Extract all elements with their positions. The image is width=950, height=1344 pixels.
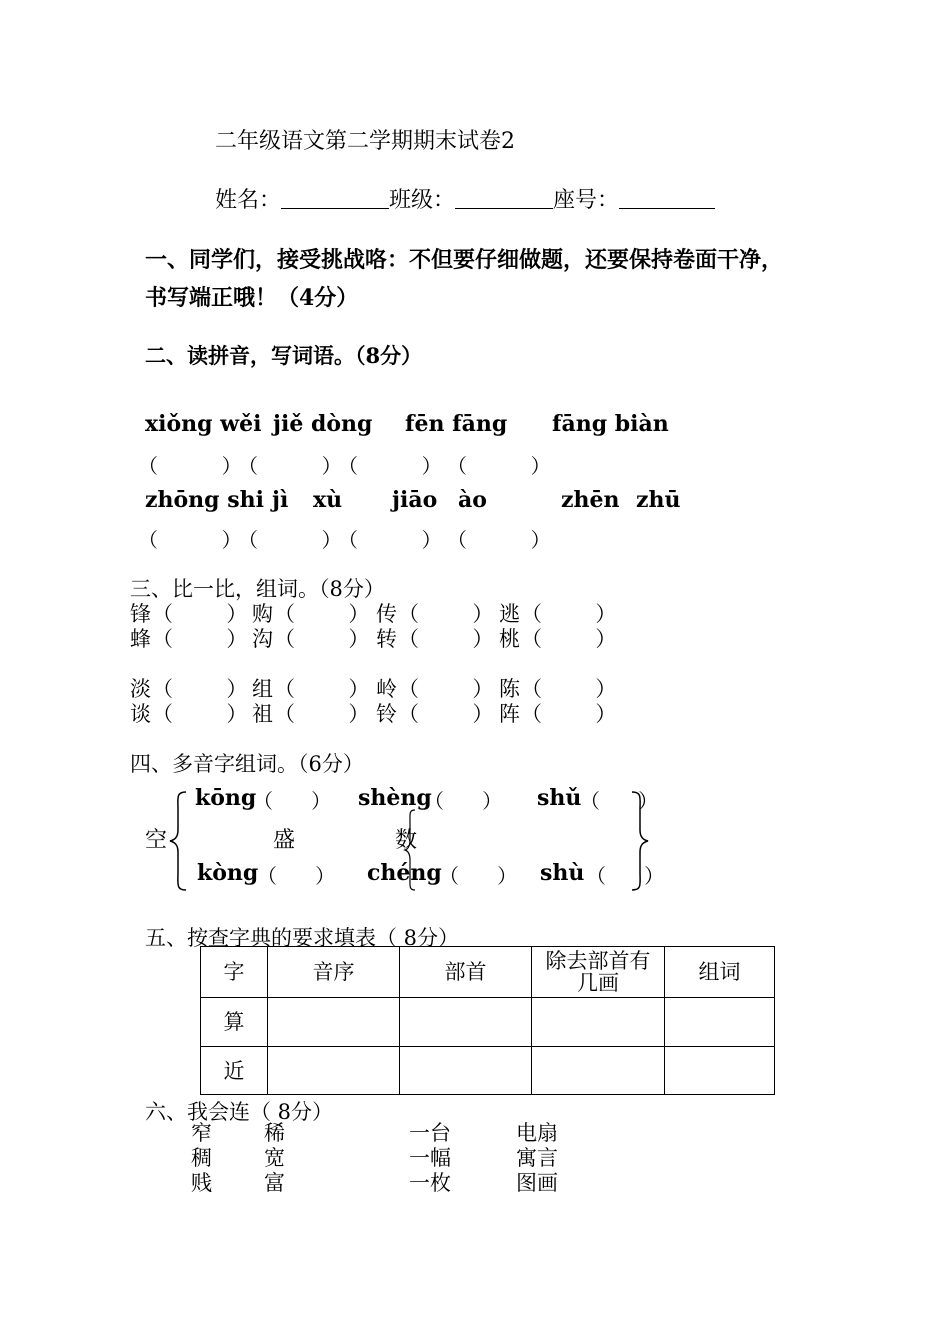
answer-paren[interactable]: （ ） <box>253 789 332 813</box>
pinyin-word: fāng biàn <box>552 411 669 437</box>
header-radical: 部首 <box>400 947 532 998</box>
polyphone-char: 盛 <box>273 828 296 853</box>
answer-paren[interactable]: （ ） <box>274 702 370 726</box>
match-column-4 <box>516 1121 558 1196</box>
match-item[interactable]: 一枚 <box>409 1171 451 1195</box>
compare-char: 蜂 <box>130 627 151 651</box>
table-cell[interactable] <box>400 1047 532 1095</box>
answer-paren[interactable]: （ ） <box>152 702 248 726</box>
section4-heading: 四、多音字组词。（6分） <box>130 752 364 776</box>
seat-label: 座号： <box>553 188 620 213</box>
table-cell[interactable] <box>532 1047 665 1095</box>
compare-char: 转 <box>376 627 397 651</box>
match-column-1 <box>191 1121 212 1196</box>
compare-char: 陈 <box>499 677 520 701</box>
page-title: 二年级语文第二学期期末试卷2 <box>215 129 515 154</box>
name-blank[interactable] <box>281 188 389 209</box>
match-item[interactable]: 贱 <box>191 1171 212 1195</box>
compare-char: 阵 <box>499 702 520 726</box>
pinyin-word: ào <box>458 487 487 513</box>
row-char: 近 <box>201 1047 268 1095</box>
match-item[interactable]: 宽 <box>264 1146 285 1170</box>
section6-heading: 六、我会连（ 8分） <box>145 1100 334 1124</box>
header-strokes-line1: 除去部首有 <box>545 949 651 973</box>
table-cell[interactable] <box>665 1047 775 1095</box>
answer-paren[interactable]: （ ） <box>274 602 370 626</box>
pinyin-reading: kōng <box>195 785 257 811</box>
header-strokes <box>532 947 665 998</box>
answer-paren[interactable]: （ ） <box>439 864 518 888</box>
answer-paren[interactable]: （ ） <box>521 702 617 726</box>
left-brace <box>168 790 190 892</box>
answer-paren[interactable]: （ ） <box>424 789 503 813</box>
compare-char: 组 <box>252 677 273 701</box>
compare-char: 淡 <box>130 677 151 701</box>
answer-paren[interactable]: （ ） <box>152 627 248 651</box>
class-blank[interactable] <box>455 188 553 209</box>
pinyin-word: jiě dòng <box>273 411 373 437</box>
table-row <box>201 1047 775 1095</box>
table-cell[interactable] <box>532 998 665 1047</box>
pinyin-reading: chéng <box>367 860 442 886</box>
pinyin-word: xù <box>313 487 343 513</box>
match-column-2 <box>264 1121 285 1196</box>
header-phonetic-order: 音序 <box>268 947 400 998</box>
pinyin-reading: kòng <box>197 860 259 886</box>
answer-paren[interactable]: （ ） <box>238 454 342 478</box>
answer-paren[interactable]: （ ） <box>138 454 242 478</box>
answer-paren[interactable]: （ ） <box>274 677 370 701</box>
header-char: 字 <box>201 947 268 998</box>
compare-char: 桃 <box>499 627 520 651</box>
answer-paren[interactable]: （ ） <box>138 528 242 552</box>
table-cell[interactable] <box>665 998 775 1047</box>
answer-paren[interactable]: （ ） <box>586 864 665 888</box>
answer-paren[interactable]: （ ） <box>398 627 494 651</box>
match-item[interactable]: 稀 <box>264 1121 285 1145</box>
student-info-line <box>215 183 715 214</box>
pinyin-word: zhōng shi <box>145 487 264 513</box>
answer-paren[interactable]: （ ） <box>274 627 370 651</box>
section5-heading: 五、按查字典的要求填表（ 8分） <box>145 926 460 950</box>
match-item[interactable]: 稠 <box>191 1146 212 1170</box>
row-char: 算 <box>201 998 268 1047</box>
compare-char: 逃 <box>499 602 520 626</box>
polyphone-char: 空 <box>145 828 168 853</box>
answer-paren[interactable]: （ ） <box>398 702 494 726</box>
answer-paren[interactable]: （ ） <box>338 528 442 552</box>
compare-char: 沟 <box>252 627 273 651</box>
answer-paren[interactable]: （ ） <box>521 602 617 626</box>
match-item[interactable]: 电扇 <box>516 1121 558 1145</box>
pinyin-word: xiǒng wěi <box>145 411 262 437</box>
compare-char: 祖 <box>252 702 273 726</box>
pinyin-word: jì <box>272 487 289 513</box>
answer-paren[interactable]: （ ） <box>398 602 494 626</box>
answer-paren[interactable]: （ ） <box>521 677 617 701</box>
answer-paren[interactable]: （ ） <box>152 677 248 701</box>
pinyin-reading: shèng <box>358 785 432 811</box>
answer-paren[interactable]: （ ） <box>398 677 494 701</box>
header-word: 组词 <box>665 947 775 998</box>
class-label: 班级： <box>389 188 456 213</box>
compare-char: 岭 <box>376 677 397 701</box>
answer-paren[interactable]: （ ） <box>521 627 617 651</box>
match-item[interactable]: 窄 <box>191 1121 212 1145</box>
compare-char: 铃 <box>376 702 397 726</box>
pinyin-word: zhū <box>636 487 681 513</box>
header-strokes-line2: 几画 <box>577 971 619 995</box>
compare-char: 谈 <box>130 702 151 726</box>
answer-paren[interactable]: （ ） <box>238 528 342 552</box>
seat-blank[interactable] <box>619 188 715 209</box>
compare-char: 锋 <box>130 602 151 626</box>
answer-paren[interactable]: （ ） <box>257 864 336 888</box>
pinyin-word: zhēn <box>561 487 620 513</box>
dictionary-table <box>200 946 775 1095</box>
answer-paren[interactable]: （ ） <box>447 454 551 478</box>
match-item[interactable]: 图画 <box>516 1171 558 1195</box>
match-item[interactable]: 一幅 <box>409 1146 451 1170</box>
match-column-3 <box>409 1121 451 1196</box>
section1-line2: 书写端正哦！（4分） <box>145 285 359 311</box>
name-label: 姓名： <box>215 188 282 213</box>
match-item[interactable]: 寓言 <box>516 1146 558 1170</box>
pinyin-reading: shù <box>540 860 585 886</box>
answer-paren[interactable]: （ ） <box>580 789 659 813</box>
section1-line1: 一、同学们，接受挑战咯：不但要仔细做题，还要保持卷面干净， <box>145 247 784 273</box>
match-item[interactable]: 一台 <box>409 1121 451 1145</box>
polyphone-char: 数 <box>395 828 418 853</box>
pinyin-reading: shǔ <box>537 785 582 811</box>
table-header-row <box>201 947 775 998</box>
answer-paren[interactable]: （ ） <box>338 454 442 478</box>
answer-paren[interactable]: （ ） <box>152 602 248 626</box>
table-cell[interactable] <box>268 1047 400 1095</box>
table-cell[interactable] <box>400 998 532 1047</box>
match-item[interactable]: 富 <box>264 1171 285 1195</box>
answer-paren[interactable]: （ ） <box>447 528 551 552</box>
pinyin-word: jiāo <box>392 487 438 513</box>
compare-char: 购 <box>252 602 273 626</box>
table-row <box>201 998 775 1047</box>
pinyin-word: fēn fāng <box>405 411 508 437</box>
section3-heading: 三、比一比，组词。（8分） <box>130 577 385 601</box>
table-cell[interactable] <box>268 998 400 1047</box>
section2-heading: 二、读拼音，写词语。（8分） <box>145 343 423 368</box>
compare-char: 传 <box>376 602 397 626</box>
